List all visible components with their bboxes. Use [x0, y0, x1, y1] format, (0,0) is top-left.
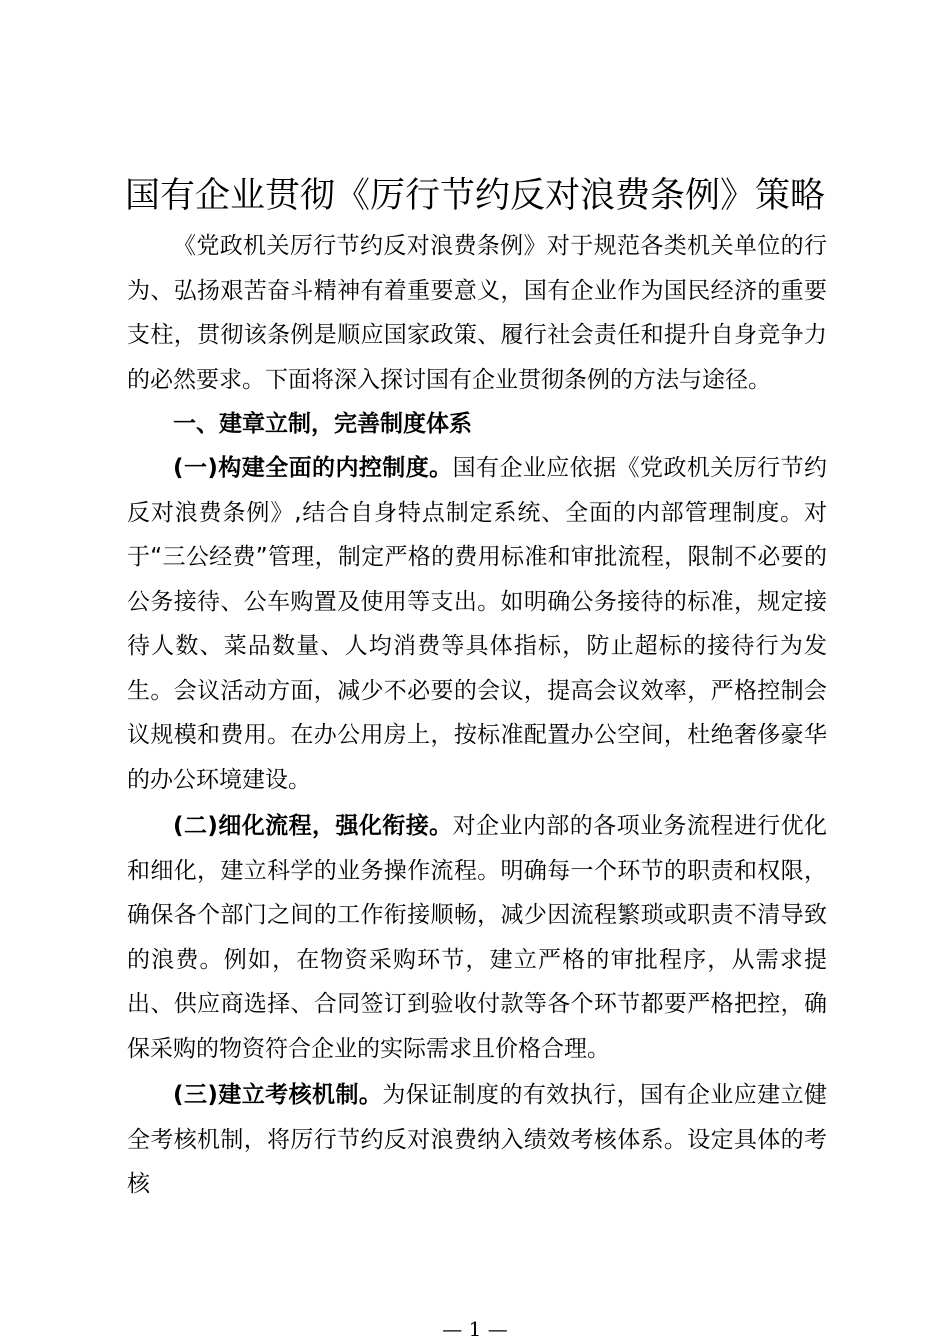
- item-lead-2: (二)细化流程，强化衔接。: [173, 813, 453, 839]
- item-body-3: 为保证制度的有效执行，国有企业应建立健全考核机制，将厉行节约反对浪费纳入绩效考核体系。设定具体的考核: [127, 1082, 828, 1197]
- intro-paragraph: 《党政机关厉行节约反对浪费条例》对于规范各类机关单位的行为、弘扬艰苦奋斗精神有着重要意义，国有企业作为国民经济的重要支柱，贯彻该条例是顺应国家政策、履行社会责任和提升自身竞争力的必然要求。下面将深入探讨国有企业贯彻条例的方法与途径。: [127, 233, 827, 393]
- item-paragraph-1: [127, 446, 827, 802]
- item-lead-3: (三)建立考核机制。: [173, 1082, 383, 1108]
- item-body-2: 对企业内部的各项业务流程进行优化和细化，建立科学的业务操作流程。明确每一个环节的职责和权限，确保各个部门之间的工作衔接顺畅，减少因流程繁琐或职责不清导致的浪费。例如，在物资采购环节，建立严格的审批程序，从需求提出、供应商选择、合同签订到验收付款等各个环节都要严格把控，确保采购的物资符合企业的实际需求且价格合理。: [127, 813, 828, 1062]
- section-heading-1: 一、建章立制，完善制度体系: [173, 411, 472, 437]
- item-paragraph-2: [127, 804, 827, 1071]
- item-lead-1: (一)构建全面的内控制度。: [173, 455, 453, 481]
- item-body-1: 国有企业应依据《党政机关厉行节约反对浪费条例》,结合自身特点制定系统、全面的内部管理制度。对于“三公经费”管理，制定严格的费用标准和审批流程，限制不必要的公务接待、公车购置及使用等支出。如明确公务接待的标准，规定接待人数、菜品数量、人均消费等具体指标，防止超标的接待行为发生。会议活动方面，减少不必要的会议，提高会议效率，严格控制会议规模和费用。在办公用房上，按标准配置办公空间，杜绝奢侈豪华的办公环境建设。: [127, 455, 828, 793]
- item-paragraph-3: [127, 1073, 827, 1207]
- page-number: — 1 —: [442, 1317, 508, 1341]
- document-title: 国有企业贯彻《厉行节约反对浪费条例》策略: [124, 176, 825, 216]
